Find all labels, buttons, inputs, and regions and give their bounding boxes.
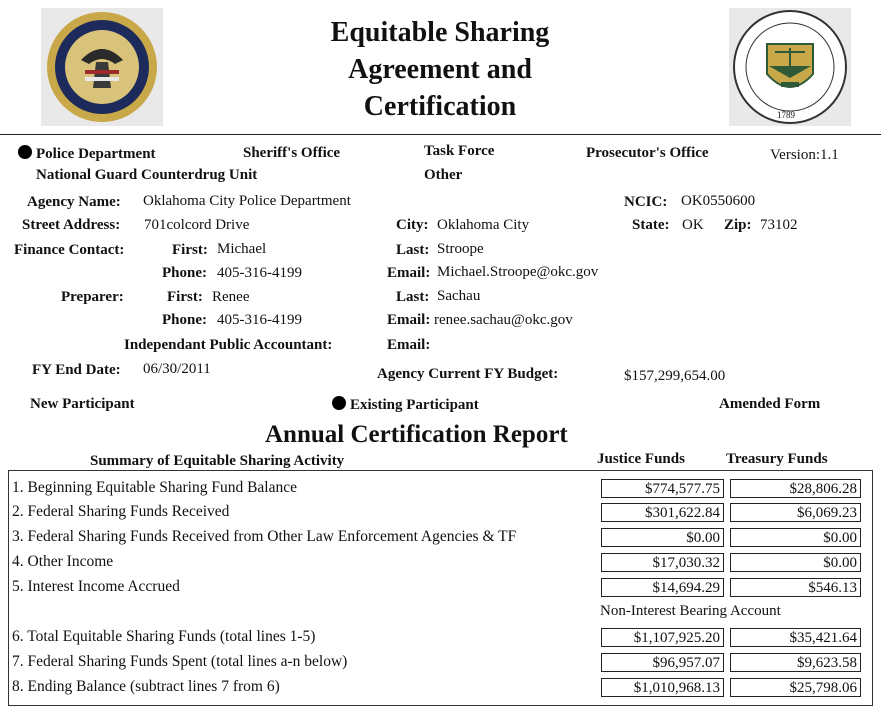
treasury-cell[interactable]: $546.13	[730, 578, 861, 597]
report-title: Annual Certification Report	[265, 421, 568, 448]
preparer-label: Preparer:	[61, 289, 124, 305]
agency-type-national-guard[interactable]: National Guard Counterdrug Unit	[36, 167, 258, 183]
agency-type-other[interactable]: Other	[424, 167, 463, 183]
table-row-label: 1. Beginning Equitable Sharing Fund Balance	[12, 479, 297, 496]
agency-type-prosecutor[interactable]: Prosecutor's Office	[586, 145, 709, 161]
justice-cell[interactable]: $774,577.75	[601, 479, 724, 498]
finance-email-value[interactable]: Michael.Stroope@okc.gov	[437, 264, 599, 280]
accountant-label: Independant Public Accountant:	[124, 337, 333, 353]
non-interest-note: Non-Interest Bearing Account	[600, 603, 781, 619]
treasury-cell[interactable]: $28,806.28	[730, 479, 861, 498]
preparer-last-value[interactable]: Sachau	[437, 288, 481, 304]
treasury-cell[interactable]: $0.00	[730, 528, 861, 547]
table-row-label: 3. Federal Sharing Funds Received from Other Law Enforcement Agencies & TF	[12, 528, 517, 545]
header-divider	[0, 134, 881, 135]
agency-type-sheriff[interactable]: Sheriff's Office	[243, 145, 341, 161]
preparer-first-label: First:	[167, 289, 203, 305]
preparer-phone-label: Phone:	[162, 312, 207, 328]
state-label: State:	[632, 217, 670, 233]
treasury-funds-header: Treasury Funds	[726, 451, 828, 467]
selected-radio-icon	[332, 396, 346, 410]
city-label: City:	[396, 217, 429, 233]
justice-cell[interactable]: $301,622.84	[601, 503, 724, 522]
justice-cell[interactable]: $17,030.32	[601, 553, 724, 572]
preparer-email-label: Email:	[387, 312, 431, 328]
fy-end-value[interactable]: 06/30/2011	[143, 361, 211, 377]
page-title: Equitable Sharing Agreement and Certification	[330, 17, 550, 122]
police-label: Police Department	[36, 146, 156, 162]
preparer-last-label: Last:	[396, 289, 430, 305]
finance-email-label: Email:	[387, 265, 431, 281]
agency-name-value[interactable]: Oklahoma City Police Department	[143, 193, 351, 209]
zip-label: Zip:	[724, 217, 752, 233]
table-row-label: 6. Total Equitable Sharing Funds (total lines 1-5)	[12, 628, 316, 645]
justice-cell[interactable]: $0.00	[601, 528, 724, 547]
ncic-value[interactable]: OK0550600	[681, 193, 756, 209]
table-row-label: 5. Interest Income Accrued	[12, 578, 180, 595]
agency-type-police[interactable]	[18, 145, 156, 163]
participant-amended[interactable]: Amended Form	[719, 396, 821, 412]
preparer-first-value[interactable]: Renee	[212, 289, 250, 305]
agency-name-label: Agency Name:	[27, 194, 121, 210]
participant-new[interactable]: New Participant	[30, 396, 135, 412]
finance-first-label: First:	[172, 242, 208, 258]
budget-value[interactable]: $157,299,654.00	[624, 368, 726, 384]
city-value[interactable]: Oklahoma City	[437, 217, 530, 233]
justice-cell[interactable]: $1,107,925.20	[601, 628, 724, 647]
state-value[interactable]: OK	[682, 217, 704, 233]
street-value[interactable]: 701colcord Drive	[144, 217, 250, 233]
treasury-cell[interactable]: $6,069.23	[730, 503, 861, 522]
version-label: Version:1.1	[770, 147, 839, 163]
selected-radio-icon	[18, 145, 32, 159]
doj-seal	[41, 8, 163, 126]
treasury-seal-year: 1789	[777, 110, 795, 120]
treasury-seal	[729, 8, 851, 126]
finance-last-label: Last:	[396, 242, 430, 258]
budget-label: Agency Current FY Budget:	[377, 366, 559, 382]
treasury-cell[interactable]: $0.00	[730, 553, 861, 572]
preparer-phone-value[interactable]: 405-316-4199	[217, 312, 302, 328]
fy-end-label: FY End Date:	[32, 362, 121, 378]
participant-existing[interactable]	[332, 396, 479, 414]
finance-contact-label: Finance Contact:	[14, 242, 125, 258]
zip-value[interactable]: 73102	[760, 217, 798, 233]
finance-first-value[interactable]: Michael	[217, 241, 267, 257]
agency-type-task-force[interactable]: Task Force	[424, 143, 495, 159]
table-row-label: 8. Ending Balance (subtract lines 7 from 6)	[12, 678, 280, 695]
table-row-label: 7. Federal Sharing Funds Spent (total lines a-n below)	[12, 653, 348, 670]
preparer-email-value[interactable]: renee.sachau@okc.gov	[434, 312, 573, 328]
finance-phone-label: Phone:	[162, 265, 207, 281]
summary-header: Summary of Equitable Sharing Activity	[90, 453, 345, 469]
justice-funds-header: Justice Funds	[597, 451, 685, 467]
finance-last-value[interactable]: Stroope	[437, 241, 484, 257]
table-row-label: 2. Federal Sharing Funds Received	[12, 503, 230, 520]
treasury-cell[interactable]: $35,421.64	[730, 628, 861, 647]
street-label: Street Address:	[22, 217, 121, 233]
treasury-cell[interactable]: $25,798.06	[730, 678, 861, 697]
table-row-label: 4. Other Income	[12, 553, 114, 570]
treasury-cell[interactable]: $9,623.58	[730, 653, 861, 672]
justice-cell[interactable]: $1,010,968.13	[601, 678, 724, 697]
accountant-email-label: Email:	[387, 337, 431, 353]
justice-cell[interactable]: $96,957.07	[601, 653, 724, 672]
finance-phone-value[interactable]: 405-316-4199	[217, 265, 302, 281]
existing-label: Existing Participant	[350, 397, 479, 413]
ncic-label: NCIC:	[624, 194, 668, 210]
justice-cell[interactable]: $14,694.29	[601, 578, 724, 597]
